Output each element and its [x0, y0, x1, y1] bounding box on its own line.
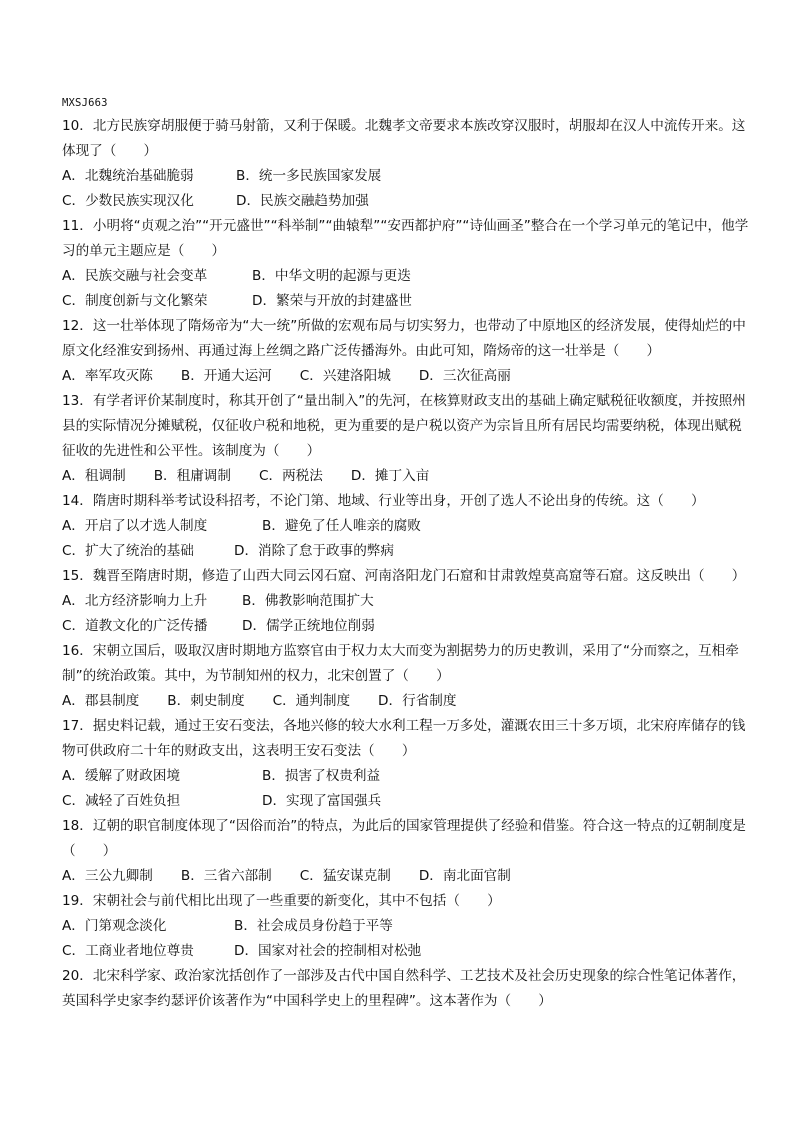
question-16-text: 16．宋朝立国后，吸取汉唐时期地方监察官由于权力太大而变为割据势力的历史教训，采用了“分而察之，互相牵制”的统治政策。其中，为节制知州的权力，北宋创置了（ ） [62, 643, 739, 684]
option-b[interactable]: B．损害了权贵利益 [262, 768, 381, 784]
question-12-options-row [62, 364, 752, 389]
question-12-text: 12．这一壮举体现了隋炀帝为“大一统”所做的宏观布局与切实努力，也带动了中原地区的经济发展，使得灿烂的中原文化经淮安到扬州、再通过海上丝绸之路广泛传播海外。由此可知，隋炀帝的这一壮举是（ ） [62, 318, 746, 359]
question-11-text: 11．小明将“贞观之治”“开元盛世”“科举制”“曲辕犁”“安西都护府”“诗仙画圣”整合在一个学习单元的笔记中，他学习的单元主题应是（ ） [62, 218, 749, 259]
option-a[interactable]: A．郡县制度 [62, 693, 140, 709]
option-b[interactable]: B．佛教影响范围扩大 [242, 593, 374, 609]
option-b[interactable]: B．三省六部制 [180, 868, 272, 884]
exam-page [62, 92, 752, 1014]
question-13-text: 13．有学者评价某制度时，称其开创了“量出制入”的先河，在核算财政支出的基础上确定赋税征收额度，并按照州县的实际情况分摊赋税，仅征收户税和地税，更为重要的是户税以资产为宗旨且所有居民均需要纳税，体现出赋税征收的先进性和公平性。该制度为（ ） [62, 393, 746, 459]
option-a[interactable]: A．三公九卿制 [62, 868, 153, 884]
option-d[interactable]: D．繁荣与开放的封建盛世 [252, 293, 412, 309]
option-b[interactable]: B．租庸调制 [153, 468, 231, 484]
question-13-options-row [62, 464, 752, 489]
option-c[interactable]: C．减轻了百姓负担 [62, 793, 181, 809]
option-d[interactable]: D．实现了富国强兵 [262, 793, 382, 809]
option-c[interactable]: C．少数民族实现汉化 [62, 193, 194, 209]
option-b[interactable]: B．避免了任人唯亲的腐败 [262, 518, 421, 534]
option-c[interactable]: C．通判制度 [272, 693, 351, 709]
question-18-options-row [62, 864, 752, 889]
option-c[interactable]: C．工商业者地位尊贵 [62, 943, 194, 959]
option-d[interactable]: D．民族交融趋势加强 [236, 193, 369, 209]
option-c[interactable]: C．猛安谋克制 [299, 868, 391, 884]
option-a[interactable]: A．北魏统治基础脆弱 [62, 168, 194, 184]
question-19-text: 19．宋朝社会与前代相比出现了一些重要的新变化，其中不包括（ ） [62, 893, 501, 909]
option-c[interactable]: C．道教文化的广泛传播 [62, 618, 208, 634]
question-15-text: 15．魏晋至隋唐时期，修造了山西大同云冈石窟、河南洛阳龙门石窟和甘肃敦煌莫高窟等石窟。这反映出（ ） [62, 568, 746, 584]
question-18-text: 18．辽朝的职官制度体现了“因俗而治”的特点，为此后的国家管理提供了经验和借鉴。符合这一特点的辽朝制度是（ ） [62, 818, 746, 859]
option-d[interactable]: D．摊丁入亩 [350, 468, 430, 484]
option-d[interactable]: D．南北面官制 [418, 868, 511, 884]
option-a[interactable]: A．率军攻灭陈 [62, 368, 153, 384]
option-c[interactable]: C．兴建洛阳城 [299, 368, 391, 384]
option-d[interactable]: D．行省制度 [378, 693, 457, 709]
question-20-text: 20．北宋科学家、政治家沈括创作了一部涉及古代中国自然科学、工艺技术及社会历史现象的综合性笔记体著作，英国科学史家李约瑟评价该著作为“中国科学史上的里程碑”。这本著作为（ ） [62, 968, 746, 1009]
question-19-options-row-2 [62, 939, 752, 964]
option-d[interactable]: D．消除了怠于政事的弊病 [234, 543, 394, 559]
question-15-options-row-1 [62, 589, 752, 614]
question-11-options-row-2 [62, 289, 752, 314]
question-16-options-row [62, 689, 752, 714]
option-b[interactable]: B．中华文明的起源与更迭 [252, 268, 411, 284]
question-14-options-row-1 [62, 514, 752, 539]
option-a[interactable]: A．北方经济影响力上升 [62, 593, 208, 609]
question-10-options-row-1 [62, 164, 752, 189]
question-14-options-row-2 [62, 539, 752, 564]
document-code: MXSJ663 [62, 97, 108, 109]
option-a[interactable]: A．缓解了财政困境 [62, 768, 181, 784]
option-a[interactable]: A．门第观念淡化 [62, 918, 167, 934]
option-c[interactable]: C．两税法 [258, 468, 323, 484]
question-19-options-row-1 [62, 914, 752, 939]
option-d[interactable]: D．国家对社会的控制相对松弛 [234, 943, 422, 959]
option-b[interactable]: B．统一多民族国家发展 [236, 168, 382, 184]
option-c[interactable]: C．制度创新与文化繁荣 [62, 293, 208, 309]
option-c[interactable]: C．扩大了统治的基础 [62, 543, 194, 559]
question-11-options-row-1 [62, 264, 752, 289]
question-10-options-row-2 [62, 189, 752, 214]
option-a[interactable]: A．租调制 [62, 468, 126, 484]
option-b[interactable]: B．刺史制度 [167, 693, 245, 709]
question-17-options-row-1 [62, 764, 752, 789]
option-d[interactable]: D．三次征高丽 [418, 368, 511, 384]
option-b[interactable]: B．社会成员身份趋于平等 [234, 918, 393, 934]
question-15-options-row-2 [62, 614, 752, 639]
question-17-options-row-2 [62, 789, 752, 814]
question-17-text: 17．据史料记载，通过王安石变法，各地兴修的较大水利工程一万多处，灌溉农田三十多万顷，北宋府库储存的钱物可供政府二十年的财政支出，这表明王安石变法（ ） [62, 718, 746, 759]
question-14-text: 14．隋唐时期科举考试设科招考，不论门第、地域、行业等出身，开创了选人不论出身的传统。这（ ） [62, 493, 705, 509]
option-a[interactable]: A．民族交融与社会变革 [62, 268, 208, 284]
question-10-text: 10．北方民族穿胡服便于骑马射箭，又利于保暖。北魏孝文帝要求本族改穿汉服时，胡服却在汉人中流传开来。这体现了（ ） [62, 118, 746, 159]
option-b[interactable]: B．开通大运河 [180, 368, 272, 384]
option-a[interactable]: A．开启了以才选人制度 [62, 518, 208, 534]
option-d[interactable]: D．儒学正统地位削弱 [242, 618, 375, 634]
